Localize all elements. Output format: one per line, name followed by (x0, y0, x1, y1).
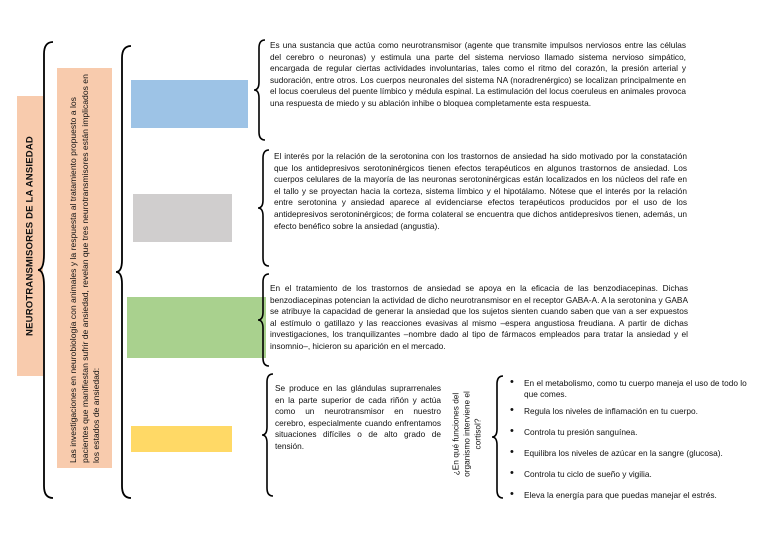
serotonin-description: El interés por la relación de la serotonina con los trastornos de ansiedad ha sido motivado por la constatación que los antidepresivos serotoninérgicos tienen efectos terapéuticos en algunos trastornos de ansiedad. Los cuerpos celulares de la mayoría de las neuronas serotoninérgicas están localizados en los núcleos del rafe en el tallo y se proyectan hacia la corteza, sistema límbico y el hipotálamo. Nótese que el interés por la relación entre serotonina y ansiedad aparece al evidenciarse efectos terapéuticos producidos por el uso de los antidepresivos serotoninérgicos; de forma colateral se encuentra que dichos antidepresivos tienen, además, un efecto benéfico sobre la ansiedad (angustia). (274, 151, 687, 231)
blue-brace (254, 38, 266, 142)
main-brace (40, 40, 54, 500)
yellow-box (131, 426, 232, 452)
cortisol-description: Se produce en las glándulas suprarrenales en la parte superior de cada riñón y actúa como un neurotransmisor en nuestro cerebro, especialmente cuando enfrentamos situaciones difíciles o de alto grado de tensión. (275, 383, 441, 451)
yellow-brace (262, 372, 274, 498)
list-item: • Controla tu ciclo de sueño y vigilia. (510, 469, 748, 480)
gray-brace (258, 148, 270, 268)
cortisol-functions-list (510, 378, 748, 501)
intro-box (57, 68, 112, 468)
blue-box (131, 80, 248, 128)
intro-text: Las investigaciones en neurobiología con animales y la respuesta al tratamiento propuesto a los pacientes que manifiestan sufrir de ansiedad, revelan que tres neurotransmisores están implicados en los estados de ansiedad: (67, 74, 101, 463)
list-item: • Equilibra los niveles de azúcar en la sangre (glucosa). (510, 448, 748, 459)
gray-box (133, 194, 232, 242)
gaba-description: En el tratamiento de los trastornos de ansiedad se apoya en la eficacia de las benzodiacepinas. Dichas benzodiacepinas potencian la actividad de dicho neurotransmisor en el receptor GABA-A. A la serotonina y GABA se atribuye la capacidad de generar la ansiedad que los sujetos sienten cuando saben que van a ser expuestos al estímulo o gatillazo y las reacciones evasivas al mismo –espera angustiosa freudiana. A partir de dichas investigaciones, los tranquilizantes –nombre dado al tipo de fármacos empleados para tratar la ansiedad y el insomnio–, hicieron su aparición en el mercado. (270, 283, 688, 351)
green-box (127, 297, 266, 358)
list-item: • Controla tu presión sanguínea. (510, 427, 748, 438)
list-item: • En el metabolismo, como tu cuerpo maneja el uso de todo lo que comes. (510, 378, 748, 400)
list-item: • Regula los niveles de inflamación en tu cuerpo. (510, 406, 748, 417)
green-brace (258, 272, 270, 368)
cortisol-functions-brace (492, 374, 504, 500)
cortisol-question-box (446, 375, 488, 493)
noradrenaline-description: Es una sustancia que actúa como neurotransmisor (agente que transmite impulsos nerviosos entre las células del cerebro o neuronas) y estimula una parte del sistema nervioso llamado sistema nervioso simpático, encargada de regular ciertas actividades involuntarias, tales como el ritmo del corazón, la presión arterial y sudoración, entre otros. Los cuerpos neuronales del sistema NA (noradrenérgico) se localizan principalmente en el locus coeruleus del puente límbico y médula espinal. La estimulación del locus coeruleus en animales provoca una respuesta de miedo y su ablación inhibe o bloquea completamente esta respuesta. (270, 40, 686, 108)
neurotransmitters-brace (116, 44, 132, 500)
list-item: • Eleva la energía para que puedas manejar el estrés. (510, 490, 748, 501)
cortisol-question: ¿En qué funciones del organismo interviene el cortisol? (450, 391, 483, 477)
page-title: NEUROTRANSMISORES DE LA ANSIEDAD (24, 136, 36, 336)
